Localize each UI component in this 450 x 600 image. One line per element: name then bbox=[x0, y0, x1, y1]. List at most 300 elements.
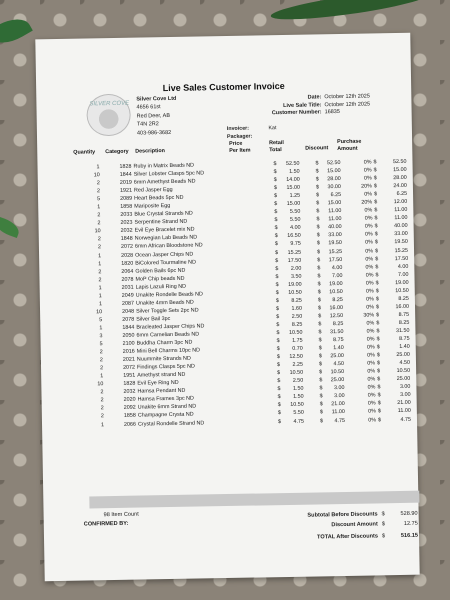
currency-symbol: $ bbox=[317, 289, 321, 296]
leaf-decoration bbox=[0, 11, 33, 50]
item-unit-price: 15.25 bbox=[287, 249, 302, 256]
item-discount: 0% bbox=[367, 392, 376, 399]
item-quantity: 2 bbox=[99, 357, 103, 364]
item-description: Red Jasper Egg bbox=[133, 187, 173, 194]
currency-symbol: $ bbox=[275, 297, 279, 304]
item-quantity: 1 bbox=[100, 421, 105, 428]
item-category: 1951 bbox=[123, 372, 136, 380]
item-description: Amethyst strand ND bbox=[137, 371, 186, 379]
item-category: 2092 bbox=[123, 405, 136, 412]
subtotal-value: 528.90 bbox=[400, 510, 418, 518]
currency-symbol: $ bbox=[317, 256, 321, 263]
item-description: Findings Clasps 5pc ND bbox=[136, 363, 195, 371]
item-unit-price: 8.25 bbox=[291, 297, 302, 304]
invoice-paper bbox=[35, 33, 419, 581]
col-price-line1: Price bbox=[229, 140, 243, 147]
item-retail-total: 8.25 bbox=[332, 296, 343, 303]
currency-symbol: $ bbox=[375, 255, 379, 262]
item-category: 2023 bbox=[120, 219, 133, 227]
item-unit-price: 1.50 bbox=[293, 394, 304, 401]
item-purchase-amount: 21.00 bbox=[397, 400, 411, 407]
total-currency: $ bbox=[381, 533, 386, 540]
item-description: Unakite Rondelle Beads ND bbox=[135, 291, 203, 299]
currency-symbol: $ bbox=[377, 408, 381, 415]
invoicer-value: Kat bbox=[268, 125, 277, 132]
item-category: 2016 bbox=[122, 348, 135, 355]
item-quantity: 2 bbox=[100, 389, 104, 396]
currency-symbol: $ bbox=[317, 281, 321, 288]
line-items bbox=[91, 159, 416, 430]
col-purchase-line2: Amount bbox=[337, 145, 358, 152]
item-discount: 0% bbox=[363, 167, 372, 174]
currency-symbol: $ bbox=[377, 400, 381, 407]
item-retail-total: 10.50 bbox=[330, 369, 345, 376]
currency-symbol: $ bbox=[316, 200, 320, 207]
item-discount: 0% bbox=[367, 368, 376, 375]
item-unit-price: 19.00 bbox=[288, 281, 302, 288]
item-description: Nuummite Strands ND bbox=[136, 355, 191, 363]
leaf-decoration bbox=[270, 0, 431, 25]
currency-symbol: $ bbox=[275, 257, 279, 264]
currency-symbol: $ bbox=[373, 159, 377, 166]
item-purchase-amount: 17.50 bbox=[394, 255, 409, 262]
item-discount: 0% bbox=[364, 207, 373, 214]
date-label: Date: bbox=[307, 94, 322, 101]
currency-symbol: $ bbox=[275, 265, 279, 272]
company-name: Silver Cove Ltd bbox=[136, 95, 177, 103]
item-quantity: 2 bbox=[97, 244, 101, 251]
item-purchase-amount: 6.25 bbox=[396, 191, 408, 198]
item-quantity: 1 bbox=[96, 164, 100, 171]
col-retail-line1: Retail bbox=[269, 139, 284, 147]
currency-symbol: $ bbox=[374, 223, 378, 230]
item-discount: 0% bbox=[367, 400, 376, 407]
item-category: 2050 bbox=[122, 332, 135, 339]
currency-symbol: $ bbox=[318, 361, 323, 368]
sale-title-label: Live Sale Title: bbox=[283, 101, 322, 109]
currency-symbol: $ bbox=[318, 345, 322, 352]
currency-symbol: $ bbox=[375, 263, 379, 271]
item-category: 1844 bbox=[122, 324, 135, 331]
item-description: Ruby in Matrix Beads ND bbox=[133, 162, 195, 170]
item-retail-total: 19.50 bbox=[328, 240, 342, 247]
currency-symbol: $ bbox=[315, 184, 319, 191]
currency-symbol: $ bbox=[376, 352, 380, 359]
item-purchase-amount: 10.50 bbox=[395, 287, 409, 294]
item-unit-price: 3.50 bbox=[290, 273, 302, 280]
item-unit-price: 2.25 bbox=[292, 361, 304, 369]
col-retail-line2: Total bbox=[269, 146, 282, 153]
item-quantity: 1 bbox=[98, 284, 102, 291]
item-unit-price: 10.50 bbox=[288, 329, 303, 336]
currency-symbol: $ bbox=[274, 233, 278, 240]
invoicer-label: Invoicer: bbox=[226, 125, 250, 132]
item-category: 1828 bbox=[123, 380, 136, 388]
item-discount: 0% bbox=[367, 376, 376, 383]
item-discount: 0% bbox=[365, 239, 373, 247]
currency-symbol: $ bbox=[275, 281, 279, 288]
item-quantity: 2 bbox=[99, 365, 104, 372]
currency-symbol: $ bbox=[274, 225, 278, 232]
item-purchase-amount: 25.00 bbox=[396, 376, 411, 383]
currency-symbol: $ bbox=[377, 368, 381, 375]
item-category: 2020 bbox=[123, 396, 136, 404]
currency-symbol: $ bbox=[373, 175, 377, 182]
item-category: 2049 bbox=[121, 292, 134, 299]
currency-symbol: $ bbox=[316, 240, 320, 247]
currency-symbol: $ bbox=[319, 369, 323, 376]
item-unit-price: 9.75 bbox=[290, 241, 301, 248]
item-quantity: 2 bbox=[97, 236, 101, 243]
item-retail-total: 4.75 bbox=[334, 417, 346, 424]
item-category: 2028 bbox=[121, 252, 134, 259]
currency-symbol: $ bbox=[276, 313, 280, 321]
item-quantity: 2 bbox=[100, 405, 104, 412]
item-quantity: 2 bbox=[96, 180, 100, 187]
item-description: Mini Bell Charms 10pc ND bbox=[136, 347, 201, 355]
currency-symbol: $ bbox=[377, 392, 381, 399]
currency-symbol: $ bbox=[374, 239, 378, 246]
currency-symbol: $ bbox=[319, 401, 323, 408]
invoice-meta bbox=[246, 93, 370, 118]
item-purchase-amount: 12.00 bbox=[393, 199, 408, 206]
item-discount: 30% bbox=[363, 312, 375, 319]
currency-symbol: $ bbox=[316, 208, 320, 215]
currency-symbol: $ bbox=[376, 360, 381, 367]
item-category: 2048 bbox=[122, 308, 135, 315]
item-category: 2078 bbox=[122, 316, 135, 323]
item-retail-total: 25.00 bbox=[330, 353, 344, 360]
item-quantity: 1 bbox=[97, 204, 101, 211]
item-description: Serpentine Strand ND bbox=[134, 219, 188, 226]
item-purchase-amount: 10.50 bbox=[396, 368, 411, 375]
company-postal: T4N 2R2 bbox=[136, 121, 159, 128]
currency-symbol: $ bbox=[277, 378, 281, 385]
currency-symbol: $ bbox=[277, 418, 282, 425]
item-purchase-amount: 52.50 bbox=[392, 158, 407, 166]
item-retail-total: 7.00 bbox=[331, 272, 343, 279]
item-unit-price: 52.50 bbox=[285, 160, 300, 167]
currency-symbol: $ bbox=[318, 337, 322, 344]
discount-value: 12.75 bbox=[403, 520, 418, 527]
currency-symbol: $ bbox=[274, 209, 278, 216]
item-quantity: 2 bbox=[99, 349, 103, 356]
item-retail-total: 8.25 bbox=[332, 320, 344, 328]
item-quantity: 10 bbox=[97, 381, 104, 388]
item-discount: 0% bbox=[364, 191, 373, 198]
currency-symbol: $ bbox=[273, 177, 277, 184]
item-discount: 0% bbox=[365, 288, 374, 295]
currency-symbol: $ bbox=[276, 362, 281, 369]
item-retail-total: 4.50 bbox=[333, 361, 345, 368]
invoicer-packager bbox=[227, 124, 277, 141]
item-quantity: 3 bbox=[99, 333, 103, 340]
currency-symbol: $ bbox=[319, 409, 323, 416]
item-discount: 0% bbox=[365, 256, 374, 263]
currency-symbol: $ bbox=[276, 354, 280, 361]
customer-number-label: Customer Number: bbox=[271, 109, 322, 117]
item-discount: 0% bbox=[366, 336, 375, 343]
item-discount: 0% bbox=[367, 352, 375, 359]
col-quantity: Quantity bbox=[73, 149, 96, 156]
item-quantity: 2 bbox=[98, 268, 102, 275]
item-unit-price: 0.70 bbox=[292, 345, 303, 352]
item-unit-price: 2.50 bbox=[291, 313, 303, 320]
currency-symbol: $ bbox=[376, 320, 380, 327]
item-category: 2100 bbox=[122, 340, 135, 347]
currency-symbol: $ bbox=[317, 248, 321, 255]
col-purchase-amount bbox=[337, 139, 362, 152]
item-description: Bracleated Jasper Chips ND bbox=[136, 323, 205, 331]
currency-symbol: $ bbox=[319, 417, 324, 424]
currency-symbol: $ bbox=[274, 241, 278, 248]
currency-symbol: $ bbox=[273, 185, 277, 192]
col-category: Category bbox=[105, 148, 129, 156]
item-discount: 0% bbox=[363, 159, 372, 166]
currency-symbol: $ bbox=[373, 183, 377, 190]
item-discount: 0% bbox=[364, 231, 373, 239]
currency-symbol: $ bbox=[316, 224, 320, 231]
total-value: 516.15 bbox=[400, 532, 419, 540]
item-unit-price: 10.50 bbox=[288, 289, 302, 296]
currency-symbol: $ bbox=[275, 289, 279, 296]
item-description: Mariposite Egg bbox=[134, 203, 171, 210]
col-price-per-item bbox=[229, 141, 251, 154]
company-address: 4656 61st bbox=[136, 104, 161, 111]
col-purchase-line1: Purchase bbox=[337, 138, 362, 146]
item-retail-total: 12.50 bbox=[329, 312, 344, 320]
item-discount: 0% bbox=[365, 280, 374, 287]
currency-symbol: $ bbox=[376, 312, 380, 319]
currency-symbol: $ bbox=[375, 272, 379, 279]
item-discount: 0% bbox=[368, 416, 377, 424]
currency-symbol: $ bbox=[318, 353, 322, 360]
item-description: Golden Bails 6pc ND bbox=[135, 267, 186, 275]
item-unit-price: 1.60 bbox=[291, 305, 303, 312]
currency-symbol: $ bbox=[376, 328, 380, 335]
item-unit-price: 15.00 bbox=[286, 200, 301, 208]
item-discount: 0% bbox=[365, 247, 374, 255]
item-unit-price: 5.50 bbox=[289, 217, 301, 224]
item-discount: 0% bbox=[366, 304, 375, 311]
item-category: 1858 bbox=[120, 203, 133, 211]
item-retail-total: 19.00 bbox=[329, 280, 343, 287]
currency-symbol: $ bbox=[375, 288, 379, 295]
sale-title-value: October 12th 2025 bbox=[324, 101, 371, 108]
currency-symbol: $ bbox=[319, 385, 323, 392]
subtotal-currency: $ bbox=[381, 511, 385, 518]
item-discount: 0% bbox=[366, 296, 374, 303]
item-description: Blue Crystal Strands ND bbox=[134, 210, 193, 218]
item-description: Champagne Crysta ND bbox=[137, 412, 194, 420]
item-retail-total: 30.00 bbox=[327, 184, 341, 191]
currency-symbol: $ bbox=[275, 273, 279, 280]
item-quantity: 2 bbox=[100, 413, 104, 420]
item-retail-total: 16.00 bbox=[329, 304, 344, 312]
item-unit-price: 16.50 bbox=[287, 233, 301, 240]
summary-bar bbox=[89, 491, 419, 509]
currency-symbol: $ bbox=[374, 207, 378, 214]
currency-symbol: $ bbox=[316, 232, 320, 239]
item-quantity: 1 bbox=[100, 373, 104, 380]
item-purchase-amount: 7.00 bbox=[397, 271, 409, 278]
item-retail-total: 3.00 bbox=[334, 393, 345, 400]
item-unit-price: 1.50 bbox=[289, 168, 300, 175]
col-discount: Discount bbox=[305, 145, 329, 152]
item-quantity: 2 bbox=[97, 220, 101, 227]
currency-symbol: $ bbox=[318, 321, 322, 328]
currency-symbol: $ bbox=[317, 297, 321, 304]
item-category: 1848 bbox=[120, 236, 133, 243]
item-discount: 0% bbox=[368, 408, 376, 416]
item-discount: 0% bbox=[366, 320, 375, 327]
currency-symbol: $ bbox=[317, 264, 321, 272]
item-quantity: 2 bbox=[97, 212, 101, 219]
item-category: 2032 bbox=[120, 228, 133, 235]
currency-symbol: $ bbox=[277, 386, 281, 393]
item-unit-price: 1.25 bbox=[289, 192, 301, 200]
item-unit-price: 15.00 bbox=[286, 184, 300, 192]
item-purchase-amount: 1.40 bbox=[399, 343, 410, 351]
item-unit-price: 4.00 bbox=[290, 225, 301, 232]
item-retail-total: 6.25 bbox=[330, 192, 342, 199]
currency-symbol: $ bbox=[374, 247, 379, 254]
item-description: 6mm African Bloodstone ND bbox=[134, 242, 203, 251]
item-unit-price: 10.50 bbox=[290, 402, 304, 409]
item-description: Silver Toggle Sets 2pc ND bbox=[136, 307, 199, 315]
item-discount: 0% bbox=[366, 328, 375, 335]
item-discount: 0% bbox=[364, 215, 373, 222]
item-retail-total: 10.50 bbox=[329, 288, 343, 295]
company-block bbox=[136, 95, 177, 138]
item-description: 6mm Carnelian Beads ND bbox=[136, 331, 200, 339]
item-purchase-amount: 11.00 bbox=[397, 408, 411, 415]
item-description: Lapis Lazuli Ring ND bbox=[135, 283, 187, 291]
item-purchase-amount: 8.75 bbox=[399, 335, 410, 343]
item-quantity: 1 bbox=[98, 252, 102, 259]
item-purchase-amount: 19.00 bbox=[395, 279, 409, 286]
currency-symbol: $ bbox=[274, 217, 278, 224]
item-quantity: 10 bbox=[96, 309, 103, 316]
currency-symbol: $ bbox=[276, 330, 280, 337]
item-unit-price: 2.50 bbox=[292, 377, 304, 385]
item-quantity: 5 bbox=[97, 196, 101, 203]
item-description: Heart Beads 5pc ND bbox=[134, 194, 184, 202]
item-retail-total: 31.50 bbox=[329, 328, 344, 336]
item-retail-total: 1.40 bbox=[333, 345, 344, 352]
currency-symbol: $ bbox=[273, 169, 277, 176]
packager-label: Packager: bbox=[226, 133, 253, 140]
item-purchase-amount: 19.50 bbox=[394, 239, 408, 246]
item-description: Unakite 4mm Beads ND bbox=[135, 299, 194, 307]
item-retail-total: 40.00 bbox=[328, 224, 342, 231]
col-price-line2: Per Item bbox=[229, 147, 251, 154]
item-purchase-amount: 8.75 bbox=[398, 311, 410, 318]
discount-label: Discount Amount bbox=[331, 521, 378, 529]
item-purchase-amount: 25.00 bbox=[396, 351, 410, 359]
item-purchase-amount: 8.25 bbox=[398, 295, 409, 302]
item-retail-total: 21.00 bbox=[331, 401, 345, 408]
item-quantity: 1 bbox=[98, 260, 102, 267]
currency-symbol: $ bbox=[277, 402, 281, 409]
item-discount: 0% bbox=[365, 272, 374, 279]
item-category: 2072 bbox=[120, 244, 133, 251]
item-category: 2072 bbox=[122, 364, 136, 372]
item-quantity: 2 bbox=[96, 188, 101, 195]
currency-symbol: $ bbox=[319, 393, 323, 400]
item-description: Silver Lobster Clasps 5pc ND bbox=[133, 170, 205, 178]
currency-symbol: $ bbox=[277, 370, 281, 377]
currency-symbol: $ bbox=[375, 304, 380, 311]
item-description: Hamsa Pendant ND bbox=[137, 388, 186, 395]
item-description: Buddha Charm 3pc ND bbox=[136, 339, 193, 347]
discount-currency: $ bbox=[381, 521, 385, 528]
item-description: MoP Chip beads ND bbox=[135, 275, 185, 283]
item-unit-price: 4.75 bbox=[293, 418, 305, 425]
item-discount: 0% bbox=[363, 175, 372, 182]
item-unit-price: 5.50 bbox=[293, 410, 304, 417]
currency-symbol: $ bbox=[277, 410, 281, 417]
item-category: 2033 bbox=[120, 211, 133, 219]
item-category: 2064 bbox=[121, 268, 134, 275]
item-retail-total: 3.00 bbox=[333, 385, 345, 392]
invoice-title: Live Sales Customer Invoice bbox=[162, 80, 285, 94]
customer-number-value: 16835 bbox=[324, 109, 340, 116]
item-quantity: 1 bbox=[99, 325, 103, 332]
item-retail-total: 52.50 bbox=[326, 160, 341, 167]
currency-symbol: $ bbox=[274, 193, 278, 200]
currency-symbol: $ bbox=[274, 201, 278, 208]
item-quantity: 5 bbox=[99, 341, 103, 348]
item-category: 1858 bbox=[123, 413, 136, 420]
currency-symbol: $ bbox=[318, 313, 322, 320]
item-purchase-amount: 15.00 bbox=[393, 166, 407, 174]
item-unit-price: 10.50 bbox=[289, 369, 304, 377]
item-purchase-amount: 11.00 bbox=[394, 215, 408, 222]
currency-symbol: $ bbox=[276, 338, 280, 345]
currency-symbol: $ bbox=[275, 249, 279, 256]
item-quantity: 2 bbox=[100, 397, 104, 404]
logo-text: SILVER COVE bbox=[89, 100, 130, 108]
item-quantity: 5 bbox=[99, 317, 103, 324]
item-quantity: 10 bbox=[94, 228, 101, 235]
item-discount: 20% bbox=[361, 183, 372, 190]
col-retail-total bbox=[269, 140, 284, 153]
company-phone: 403-986-3682 bbox=[136, 129, 172, 137]
item-purchase-amount: 4.00 bbox=[397, 263, 409, 270]
currency-symbol: $ bbox=[376, 336, 380, 343]
currency-symbol: $ bbox=[377, 384, 381, 391]
date-value: October 12th 2025 bbox=[324, 93, 370, 101]
item-unit-price: 2.00 bbox=[290, 265, 302, 272]
item-purchase-amount: 8.25 bbox=[398, 319, 410, 326]
item-retail-total: 17.50 bbox=[328, 256, 343, 263]
item-unit-price: 1.75 bbox=[292, 337, 303, 344]
item-discount: 0% bbox=[367, 384, 376, 391]
currency-symbol: $ bbox=[374, 199, 378, 206]
company-logo bbox=[86, 94, 131, 137]
currency-symbol: $ bbox=[275, 305, 280, 312]
item-discount: 0% bbox=[366, 344, 375, 351]
item-discount: 0% bbox=[365, 264, 374, 271]
currency-symbol: $ bbox=[317, 273, 321, 280]
item-retail-total: 25.00 bbox=[330, 377, 345, 384]
currency-symbol: $ bbox=[316, 216, 320, 223]
item-retail-total: 11.00 bbox=[331, 409, 345, 416]
item-description: Norwegian Lab Beads ND bbox=[134, 234, 198, 243]
currency-symbol: $ bbox=[276, 322, 280, 329]
item-category: 2019 bbox=[119, 179, 132, 186]
